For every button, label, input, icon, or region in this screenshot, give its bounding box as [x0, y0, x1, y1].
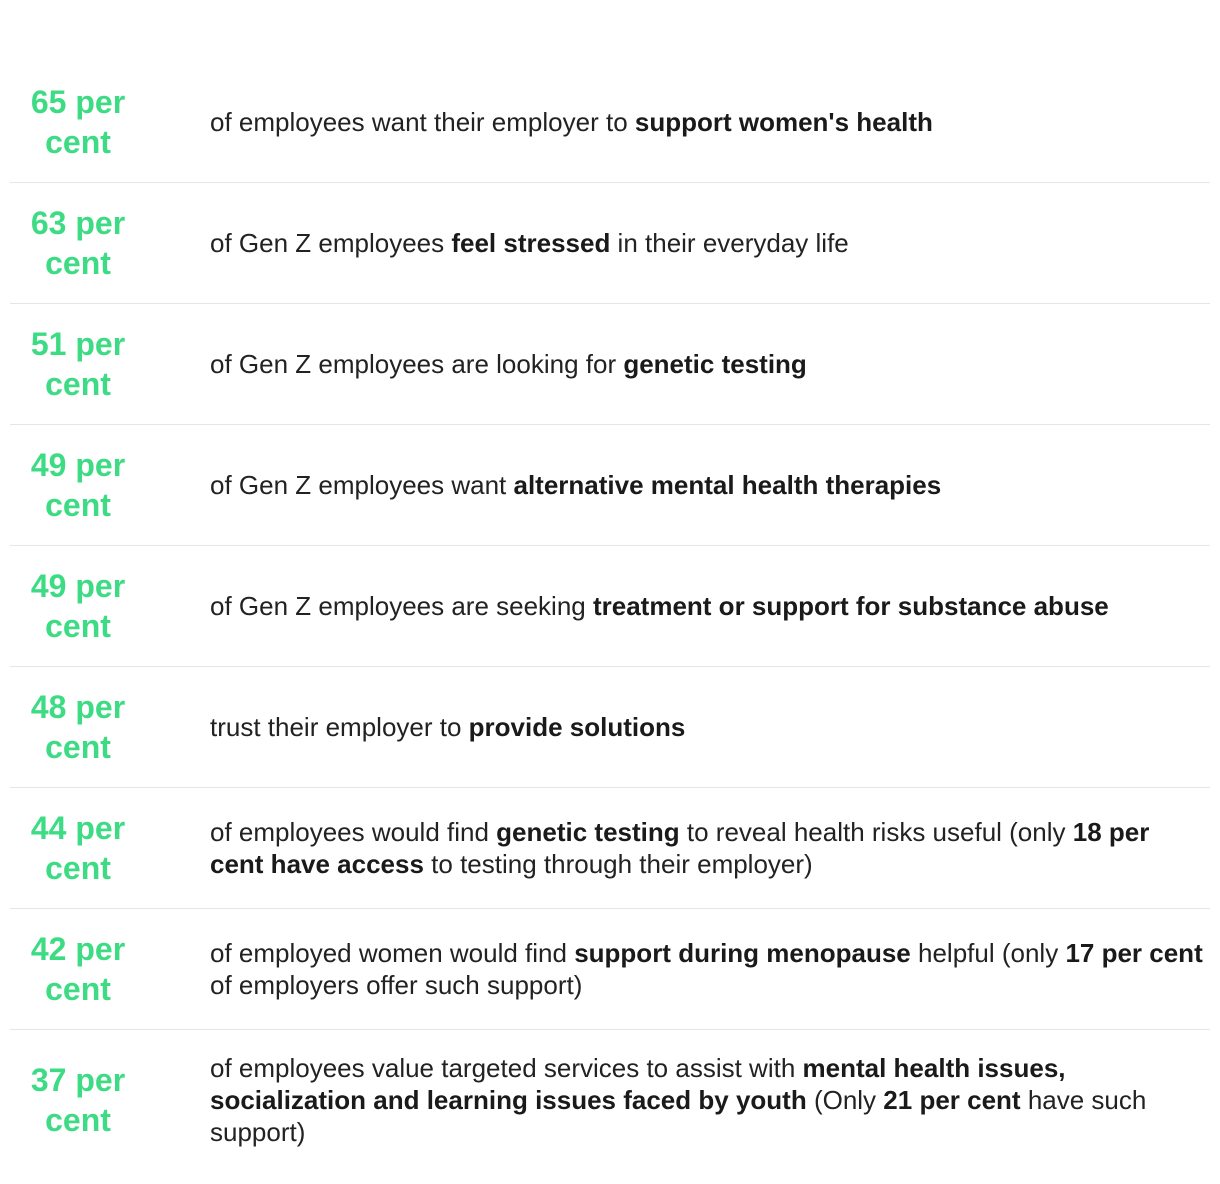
stat-row	[10, 667, 1210, 788]
stat-percentage	[10, 808, 146, 888]
stat-description-highlight: alternative mental health therapies	[513, 470, 942, 500]
stat-description-text: of Gen Z employees want	[210, 470, 514, 500]
stat-description-text: of employers offer such support)	[210, 970, 583, 1000]
stat-percentage-unit: cent	[45, 366, 111, 402]
stat-percentage-unit: cent	[45, 608, 111, 644]
stat-percentage	[10, 1060, 146, 1140]
stat-description-highlight: mental health issues, socialization and learning issues faced by youth	[210, 1053, 1066, 1115]
stat-description	[210, 227, 1210, 259]
stat-description-text: of employees would find	[210, 817, 497, 847]
stat-percentage-unit: cent	[45, 850, 111, 886]
stat-description-highlight: 18 per cent have access	[210, 817, 1150, 879]
stat-percentage-unit: cent	[45, 971, 111, 1007]
stat-description-highlight: support women's health	[634, 107, 933, 137]
stat-description-highlight: provide solutions	[468, 712, 686, 742]
stat-percentage-value: 49 per	[30, 568, 126, 604]
stat-percentage	[10, 687, 146, 767]
stat-description-text: have such support)	[210, 1085, 1147, 1147]
stat-percentage-value: 37 per	[30, 1062, 126, 1098]
stat-description-text: of employed women would find	[210, 938, 575, 968]
stat-description-highlight: genetic testing	[623, 349, 807, 379]
stat-percentage-unit: cent	[45, 245, 111, 281]
stat-percentage	[10, 566, 146, 646]
stat-description-text: to testing through their employer)	[423, 849, 813, 879]
stat-percentage-value: 49 per	[30, 447, 126, 483]
stat-description-highlight: feel stressed	[451, 228, 611, 258]
stat-description-text: helpful (only	[910, 938, 1066, 968]
stat-description	[210, 711, 1210, 743]
stat-row	[10, 304, 1210, 425]
stat-row	[10, 1030, 1210, 1170]
stat-description	[210, 348, 1210, 380]
stat-description-highlight: 17 per cent	[1065, 938, 1203, 968]
stat-percentage-unit: cent	[45, 1102, 111, 1138]
stat-description-text: of employees value targeted services to assist with	[210, 1053, 803, 1083]
stat-description	[210, 816, 1210, 880]
stat-percentage-value: 44 per	[30, 810, 126, 846]
stat-row	[10, 546, 1210, 667]
stat-description-text: of employees want their employer to	[210, 107, 635, 137]
stat-percentage	[10, 203, 146, 283]
stat-percentage-unit: cent	[45, 729, 111, 765]
stat-description-highlight: genetic testing	[496, 817, 680, 847]
stat-row	[10, 425, 1210, 546]
stat-description	[210, 937, 1210, 1001]
stat-percentage	[10, 445, 146, 525]
stat-percentage-unit: cent	[45, 124, 111, 160]
stat-description-text: to reveal health risks useful (only	[679, 817, 1073, 847]
stat-description-text: (Only	[806, 1085, 884, 1115]
stat-description	[210, 590, 1210, 622]
stat-description-highlight: 21 per cent	[883, 1085, 1021, 1115]
stat-row	[10, 183, 1210, 304]
stat-description-highlight: treatment or support for substance abuse	[592, 591, 1109, 621]
stat-description	[210, 1052, 1210, 1148]
stat-description-text: of Gen Z employees are looking for	[210, 349, 624, 379]
stat-percentage-value: 51 per	[30, 326, 126, 362]
stat-description-text: of Gen Z employees are seeking	[210, 591, 593, 621]
stat-row	[10, 909, 1210, 1030]
stat-percentage	[10, 929, 146, 1009]
stat-percentage-value: 63 per	[30, 205, 126, 241]
stat-row	[10, 62, 1210, 183]
stat-description-highlight: support during menopause	[574, 938, 911, 968]
stat-description	[210, 469, 1210, 501]
stat-description-text: of Gen Z employees	[210, 228, 452, 258]
stat-description-text: in their everyday life	[610, 228, 849, 258]
stat-description	[210, 106, 1210, 138]
stat-percentage	[10, 324, 146, 404]
stat-percentage-value: 42 per	[30, 931, 126, 967]
stats-list	[10, 62, 1210, 1170]
stat-percentage-value: 65 per	[30, 84, 126, 120]
stat-percentage	[10, 82, 146, 162]
stat-row	[10, 788, 1210, 909]
stat-description-text: trust their employer to	[210, 712, 469, 742]
stat-percentage-unit: cent	[45, 487, 111, 523]
stat-percentage-value: 48 per	[30, 689, 126, 725]
